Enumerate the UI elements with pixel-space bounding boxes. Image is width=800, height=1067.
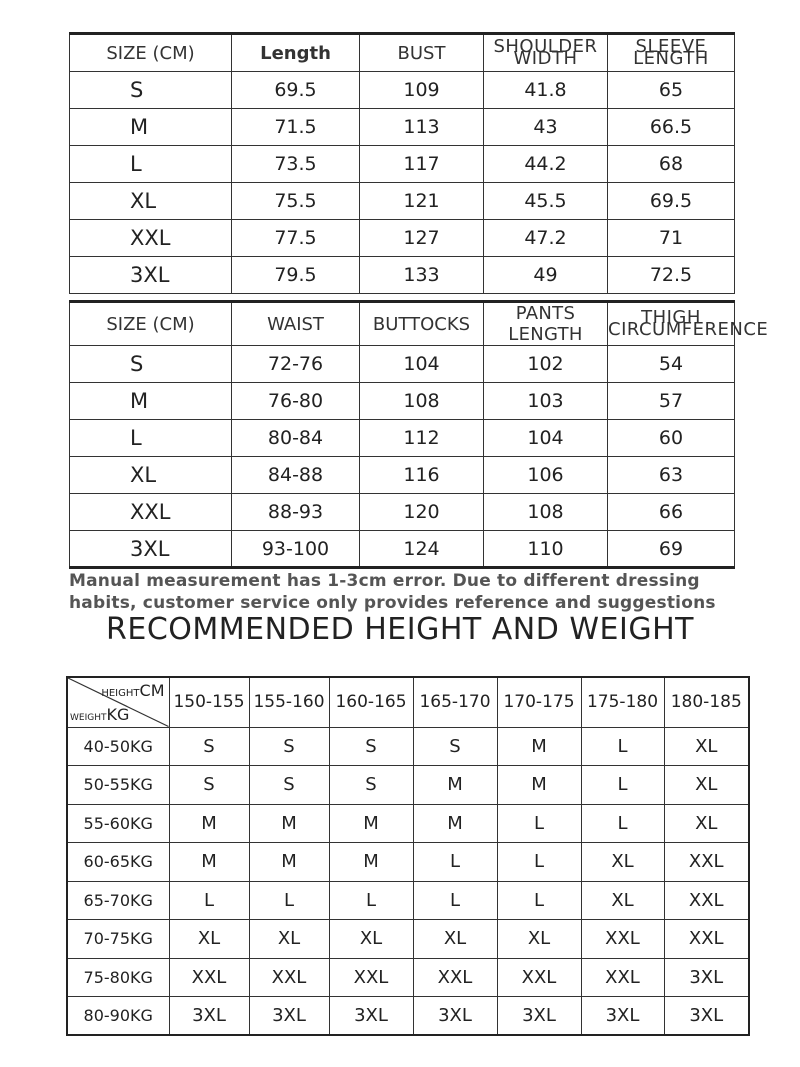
size-cell: XL (664, 766, 749, 805)
table-row (70, 146, 735, 183)
recommend-title: RECOMMENDED HEIGHT AND WEIGHT (106, 612, 694, 647)
size-label: M (70, 109, 232, 146)
table-header-row (67, 677, 749, 727)
size-cell: XXL (169, 958, 249, 997)
table-row (70, 72, 735, 109)
table-row (67, 804, 749, 843)
corner-height-unit: CM (139, 681, 165, 700)
size-cell: L (497, 881, 581, 920)
cell: 117 (360, 146, 484, 183)
size-label: XXL (70, 220, 232, 257)
weight-label: 55-60KG (67, 804, 169, 843)
cell: 112 (360, 420, 484, 457)
header-buttocks: BUTTOCKS (360, 302, 484, 346)
size-table-bottom (69, 300, 769, 569)
size-cell: M (413, 766, 497, 805)
height-header: 175-180 (581, 677, 664, 727)
recommend-table (66, 676, 750, 1036)
cell: 75.5 (232, 183, 360, 220)
table-row (70, 257, 735, 294)
cell: 73.5 (232, 146, 360, 183)
size-label: L (70, 146, 232, 183)
size-cell: S (169, 766, 249, 805)
size-cell: 3XL (664, 958, 749, 997)
size-cell: S (169, 727, 249, 766)
height-header: 165-170 (413, 677, 497, 727)
cell: 43 (484, 109, 608, 146)
header-size: SIZE (CM) (70, 34, 232, 72)
size-cell: XXL (249, 958, 329, 997)
header-shoulder-width: SHOULDER WIDTH (484, 34, 608, 72)
cell: 66.5 (608, 109, 735, 146)
size-cell: L (581, 766, 664, 805)
note-line-1: Manual measurement has 1-3cm error. Due to different dressing (69, 571, 700, 591)
note-line-2: habits, customer service only provides reference and suggestions (69, 593, 716, 613)
table-row (67, 920, 749, 959)
size-cell: S (329, 727, 413, 766)
header-pants-length: PANTS LENGTH (484, 302, 608, 346)
table-row (67, 881, 749, 920)
cell: 80-84 (232, 420, 360, 457)
cell: 45.5 (484, 183, 608, 220)
table-row (70, 109, 735, 146)
cell: 106 (484, 457, 608, 494)
corner-weight-label (70, 705, 129, 724)
cell: 110 (484, 531, 608, 568)
size-cell: XXL (581, 958, 664, 997)
size-cell: 3XL (249, 997, 329, 1036)
header-sleeve-length: SLEEVE LENGTH (608, 34, 735, 72)
size-cell: XXL (329, 958, 413, 997)
recommend-table-body (67, 727, 749, 1035)
size-cell: 3XL (413, 997, 497, 1036)
table-row (67, 766, 749, 805)
size-cell: L (169, 881, 249, 920)
size-cell: XL (664, 727, 749, 766)
size-cell: XXL (497, 958, 581, 997)
cell: 108 (484, 494, 608, 531)
height-header: 180-185 (664, 677, 749, 727)
size-cell: M (413, 804, 497, 843)
cell: 127 (360, 220, 484, 257)
size-cell: M (249, 843, 329, 882)
size-cell: S (249, 766, 329, 805)
table-row (70, 383, 735, 420)
size-label: 3XL (70, 531, 232, 568)
size-cell: XL (249, 920, 329, 959)
header-length: Length (232, 34, 360, 72)
size-cell: XL (581, 881, 664, 920)
height-header: 155-160 (249, 677, 329, 727)
cell: 120 (360, 494, 484, 531)
weight-label: 50-55KG (67, 766, 169, 805)
table-header-row (70, 302, 735, 346)
table-row (67, 727, 749, 766)
weight-label: 70-75KG (67, 920, 169, 959)
size-cell: M (329, 804, 413, 843)
cell: 47.2 (484, 220, 608, 257)
size-label: L (70, 420, 232, 457)
cell: 102 (484, 346, 608, 383)
size-cell: XL (413, 920, 497, 959)
size-label: XXL (70, 494, 232, 531)
size-cell: L (581, 727, 664, 766)
size-cell: M (497, 766, 581, 805)
height-header: 150-155 (169, 677, 249, 727)
size-cell: 3XL (664, 997, 749, 1036)
cell: 79.5 (232, 257, 360, 294)
height-header: 170-175 (497, 677, 581, 727)
header-bust: BUST (360, 34, 484, 72)
size-label: S (70, 72, 232, 109)
size-cell: 3XL (497, 997, 581, 1036)
header-waist: WAIST (232, 302, 360, 346)
cell: 71.5 (232, 109, 360, 146)
size-label: 3XL (70, 257, 232, 294)
size-cell: S (413, 727, 497, 766)
size-cell: XXL (581, 920, 664, 959)
size-cell: M (169, 843, 249, 882)
cell: 77.5 (232, 220, 360, 257)
size-table-1-body (70, 72, 735, 294)
height-header: 160-165 (329, 677, 413, 727)
size-cell: XL (329, 920, 413, 959)
table-row (70, 531, 735, 568)
cell: 104 (484, 420, 608, 457)
corner-weight-text: WEIGHT (70, 712, 107, 723)
cell: 72-76 (232, 346, 360, 383)
size-cell: XL (497, 920, 581, 959)
size-cell: XXL (413, 958, 497, 997)
table-row (70, 183, 735, 220)
corner-cell (67, 677, 169, 727)
cell: 41.8 (484, 72, 608, 109)
corner-weight-unit: KG (106, 704, 130, 724)
size-table-top (69, 32, 735, 294)
cell: 54 (608, 346, 735, 383)
size-cell: L (413, 881, 497, 920)
cell: 103 (484, 383, 608, 420)
size-cell: XXL (664, 920, 749, 959)
size-cell: L (581, 804, 664, 843)
weight-label: 60-65KG (67, 843, 169, 882)
cell: 69.5 (232, 72, 360, 109)
size-cell: L (329, 881, 413, 920)
cell: 60 (608, 420, 735, 457)
size-cell: 3XL (581, 997, 664, 1036)
cell: 104 (360, 346, 484, 383)
cell: 113 (360, 109, 484, 146)
size-cell: M (329, 843, 413, 882)
size-label: XL (70, 183, 232, 220)
size-cell: XXL (664, 843, 749, 882)
corner-height-text: HEIGHT (101, 688, 140, 699)
table-row (70, 346, 735, 383)
table-header-row (70, 34, 735, 72)
header-size: SIZE (CM) (70, 302, 232, 346)
size-cell: L (413, 843, 497, 882)
size-cell: 3XL (169, 997, 249, 1036)
cell: 69.5 (608, 183, 735, 220)
size-cell: XXL (664, 881, 749, 920)
size-cell: XL (664, 804, 749, 843)
cell: 133 (360, 257, 484, 294)
table-row (70, 220, 735, 257)
size-cell: L (249, 881, 329, 920)
cell: 72.5 (608, 257, 735, 294)
weight-label: 80-90KG (67, 997, 169, 1036)
size-table-2-body (70, 346, 735, 568)
measurement-note (69, 570, 769, 614)
cell: 109 (360, 72, 484, 109)
cell: 76-80 (232, 383, 360, 420)
cell: 68 (608, 146, 735, 183)
cell: 65 (608, 72, 735, 109)
size-cell: M (497, 727, 581, 766)
size-label: M (70, 383, 232, 420)
size-cell: M (249, 804, 329, 843)
table-row (67, 997, 749, 1036)
weight-label: 65-70KG (67, 881, 169, 920)
table-row (70, 457, 735, 494)
cell: 116 (360, 457, 484, 494)
cell: 49 (484, 257, 608, 294)
cell: 124 (360, 531, 484, 568)
cell: 93-100 (232, 531, 360, 568)
cell: 88-93 (232, 494, 360, 531)
table-row (67, 843, 749, 882)
corner-height-label (101, 681, 164, 700)
cell: 108 (360, 383, 484, 420)
cell: 66 (608, 494, 735, 531)
weight-label: 40-50KG (67, 727, 169, 766)
size-cell: XL (169, 920, 249, 959)
size-label: S (70, 346, 232, 383)
cell: 84-88 (232, 457, 360, 494)
size-cell: 3XL (329, 997, 413, 1036)
size-cell: S (249, 727, 329, 766)
header-thigh-circumference: THIGH CIRCUMFERENCE (608, 302, 735, 346)
table-row (70, 494, 735, 531)
cell: 69 (608, 531, 735, 568)
cell: 71 (608, 220, 735, 257)
size-cell: M (169, 804, 249, 843)
table-row (70, 420, 735, 457)
size-cell: XL (581, 843, 664, 882)
cell: 121 (360, 183, 484, 220)
size-cell: L (497, 843, 581, 882)
weight-label: 75-80KG (67, 958, 169, 997)
table-row (67, 958, 749, 997)
cell: 63 (608, 457, 735, 494)
size-cell: L (497, 804, 581, 843)
cell: 44.2 (484, 146, 608, 183)
size-cell: S (329, 766, 413, 805)
size-label: XL (70, 457, 232, 494)
cell: 57 (608, 383, 735, 420)
